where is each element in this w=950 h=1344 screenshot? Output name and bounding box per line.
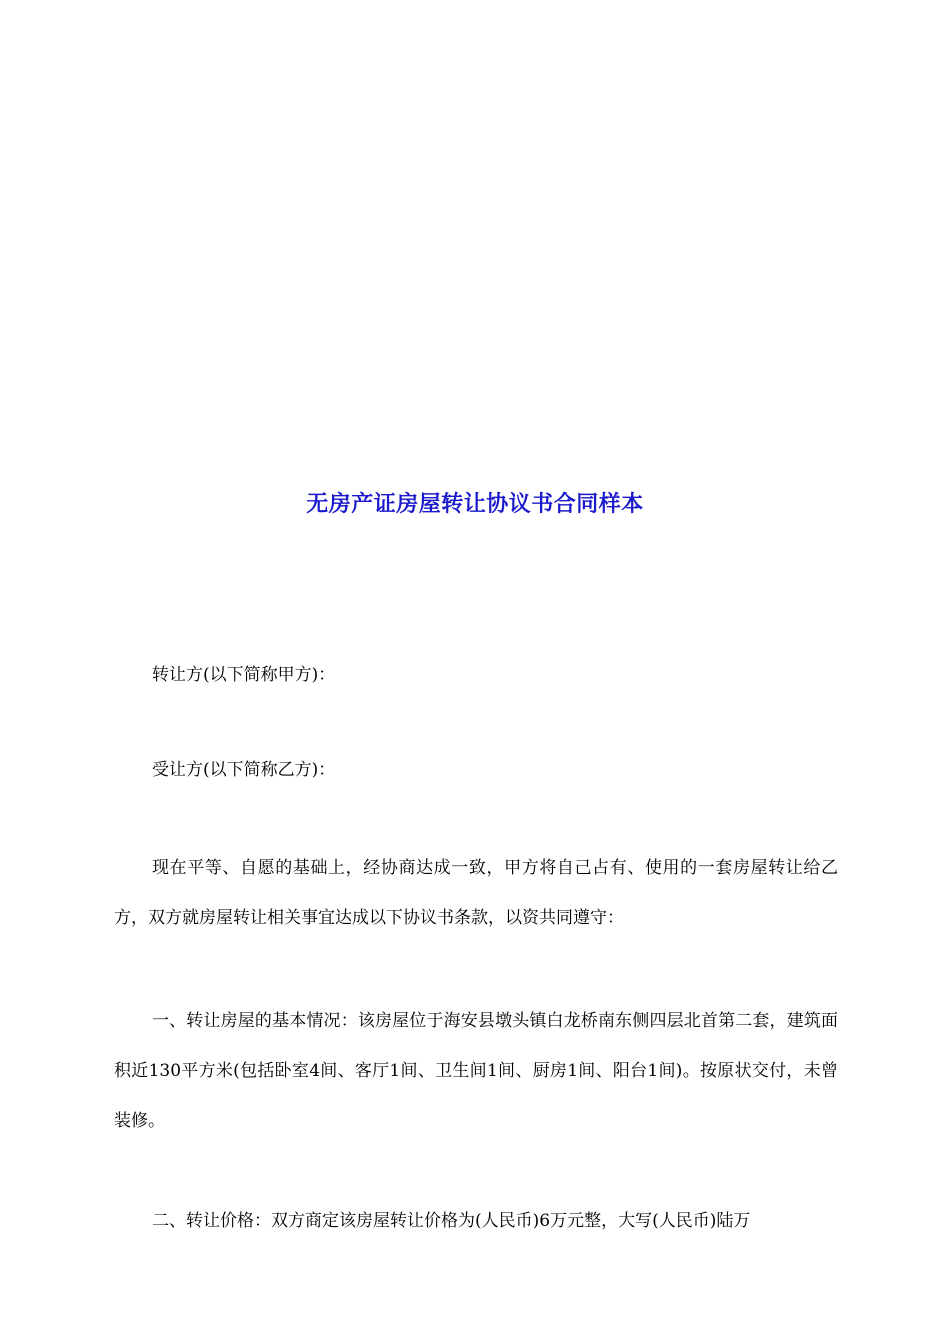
clause-2-paragraph: 二、转让价格：双方商定该房屋转让价格为(人民币)6万元整，大写(人民币)陆万 (152, 1211, 751, 1231)
transferor-line: 转让方(以下简称甲方)： (152, 665, 336, 685)
clause-1-paragraph: 一、转让房屋的基本情况：该房屋位于海安县墩头镇白龙桥南东侧四层北首第二套，建筑面积近130平方米(包括卧室4间、客厅1间、卫生间1间、厨房1间、阳台1间)。按原状交付，未曾装修。 (114, 1011, 838, 1131)
transferee-line: 受让方(以下简称乙方)： (152, 760, 336, 780)
preamble-paragraph: 现在平等、自愿的基础上，经协商达成一致，甲方将自己占有、使用的一套房屋转让给乙方，双方就房屋转让相关事宜达成以下协议书条款，以资共同遵守： (114, 858, 838, 928)
document-title: 无房产证房屋转让协议书合同样本 (306, 491, 644, 517)
